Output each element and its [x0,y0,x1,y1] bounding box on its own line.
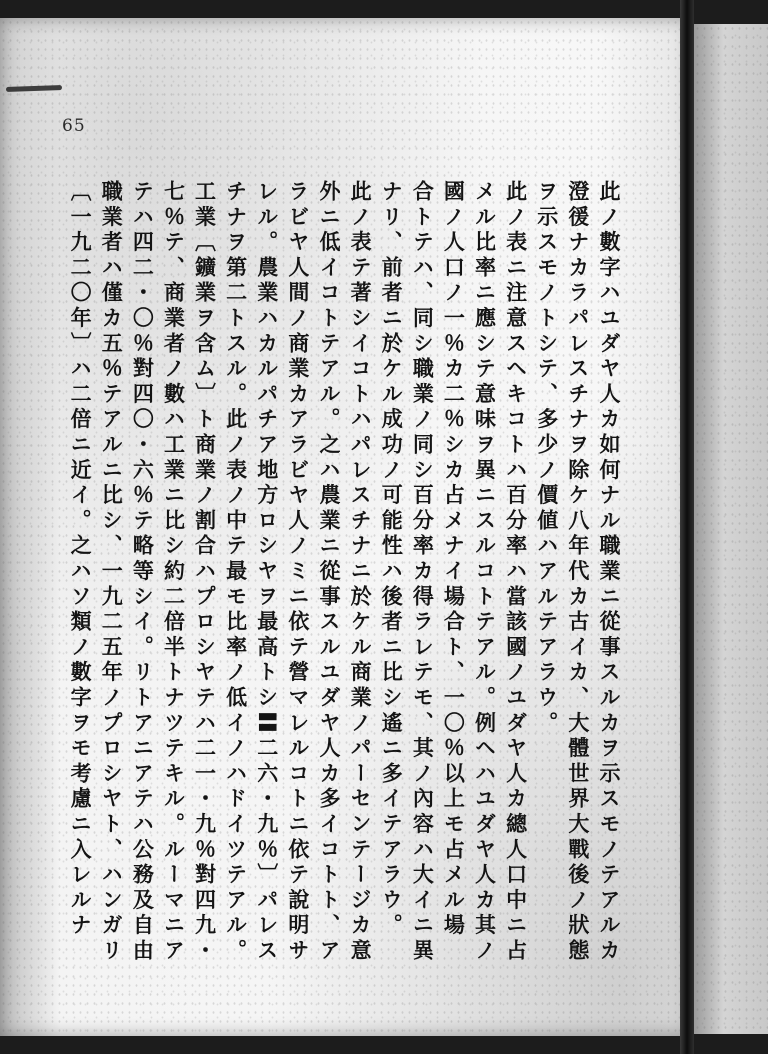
text-line-7: 合トテハ、同シ職業ノ同シ百分率カ得ラレテモ、其ノ內容ハ大イニ異 [410,180,436,965]
text-line-8: ナリ、前者ニ於ケル成功ノ可能性ハ後者ニ比シ遙ニ多イテアラウ。 [379,180,405,939]
book-page [0,18,690,1036]
text-line-17: 職業者ハ僅カ五％テアルニ比シ、一九二五年ノプロシヤト、ハンガリ [99,180,125,965]
text-line-18: 〔一九二〇年〕ハ二倍ニ近イ。之ハソ類ノ數字ヲモ考慮ニ入レルナ [68,180,94,939]
text-line-10: 外ニ低イコトテアル。之ハ農業ニ從事スルユダヤ人カ多イコトト、ア [316,180,342,965]
book-binding-gutter [680,0,694,1054]
text-line-9: 此ノ表テ著シイコトハパレスチナニ於ケル商業ノパーセンテージカ意 [348,180,374,965]
text-line-2: 澄㣪ナカラパレスチナヲ除ケ八年代カ古イカ、大體世界大戰後ノ狀態 [565,180,591,965]
text-line-16: テハ四二・〇％對四〇・六％テ略等シイ。リトアニアテハ公務及自由 [130,180,156,965]
page-number: 65 [62,116,86,136]
text-line-11: ラビヤ人間ノ商業カアラビヤ人ノミニ依テ營マレルコトニ依テ說明サ [285,180,311,965]
text-line-15: 七％テ、商業者ノ數ハ工業ニ比シ約二倍半トナツテキル。ルーマニア [161,180,187,965]
ink-smudge [6,85,62,92]
text-line-3: ヲ示スモノトシテ、多少ノ價値ハアルテアラウ。 [534,180,560,737]
text-line-1: 此ノ數字ハユダヤ人カ如何ナル職業ニ從事スルカヲ示スモノテアルカ [596,180,622,965]
text-line-4: 此ノ表ニ注意スヘキコトハ百分率ハ當該國ノユダヤ人カ總人口中ニ占 [503,180,529,965]
facing-page-speckle [694,24,768,1034]
vertical-text-block [62,180,622,980]
text-line-13: チナヲ第二トスル。此ノ表ノ中テ最モ比率ノ低イノハドイツテアル。 [223,180,249,965]
text-line-5: メル比率ニ應シテ意味ヲ異ニスルコトテアル。例ヘハユダヤ人カ其ノ [472,180,498,965]
text-line-12: レル。農業ハカルパチア地方ロシヤヲ最高トシ〓二六・九％〕パレス [254,180,280,965]
text-line-14: 工業〔鑛業ヲ含ム〕ト商業ノ割合ハプロシヤテハ二一・九％對四九・ [192,180,218,965]
facing-page-edge [694,24,768,1034]
text-line-6: 國ノ人口ノ一％カ二％シカ占メナイ場合ト、一〇％以上モ占メル場 [441,180,467,939]
